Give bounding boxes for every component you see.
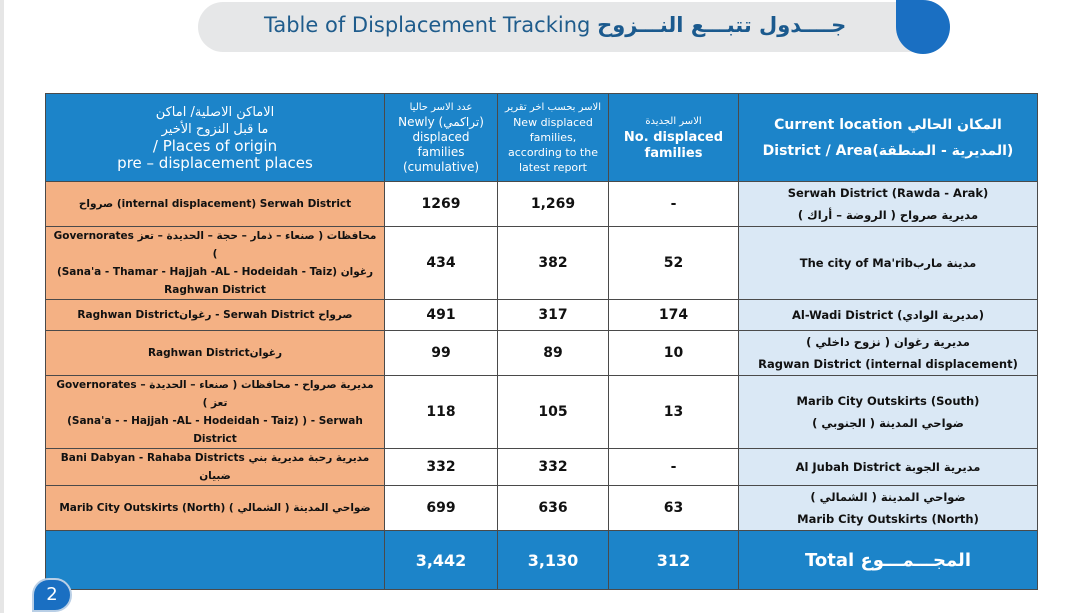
- location-cell: مديرية رغوان ( نزوح داخلي ) Ragwan District (internal displacement): [739, 331, 1038, 376]
- cumulative-cell: 99: [385, 331, 498, 376]
- table-row: [46, 227, 1038, 300]
- new-cell: -: [609, 182, 739, 227]
- cumulative-cell: 491: [385, 300, 498, 331]
- origin-cell: Bani Dabyan - Rahaba Districts مديرية رحبة مديرية بني ضبيان: [46, 449, 385, 486]
- origin-cell: Governorates محافظات ( صنعاء – ذمار – حجة – الحديدة – تعز ) (Sana'a - Thamar - Hajjah -AL - Hodeidah - Taiz) رغوان Raghwan District: [46, 227, 385, 300]
- new-cell: -: [609, 449, 739, 486]
- page-title: [264, 2, 846, 48]
- latest-cell: 636: [498, 486, 609, 531]
- header-places-of-origin: الاماكن الاصلية/ اماكن ما قبل النزوح الأخير / Places of origin pre – displacement places: [46, 94, 385, 182]
- displacement-table: [45, 93, 1038, 590]
- latest-cell: 1,269: [498, 182, 609, 227]
- cumulative-cell: 118: [385, 376, 498, 449]
- total-label-cell: Total المجـــمـــوع: [739, 531, 1038, 590]
- new-cell: 174: [609, 300, 739, 331]
- new-cell: 13: [609, 376, 739, 449]
- latest-cell: 317: [498, 300, 609, 331]
- location-cell: ضواحي المدينة ( الشمالي ) Marib City Outskirts (North): [739, 486, 1038, 531]
- table-row: [46, 449, 1038, 486]
- header-new-displaced-families: الاسر الجديدة No. displaced families: [609, 94, 739, 182]
- total-new-cell: 312: [609, 531, 739, 590]
- table-row: [46, 486, 1038, 531]
- location-cell: The city of Ma'ribمدينة مارب: [739, 227, 1038, 300]
- cumulative-cell: 699: [385, 486, 498, 531]
- cumulative-cell: 332: [385, 449, 498, 486]
- location-cell: Marib City Outskirts (South) ضواحي المدينة ( الجنوبي ): [739, 376, 1038, 449]
- page-number-badge: 2: [32, 578, 72, 612]
- origin-cell: Raghwan Districtرغوان - Serwah District صرواح: [46, 300, 385, 331]
- origin-cell: صرواح (internal displacement) Serwah District: [46, 182, 385, 227]
- table-row: [46, 331, 1038, 376]
- location-cell: Al Jubah District مديرية الجوبة: [739, 449, 1038, 486]
- latest-cell: 332: [498, 449, 609, 486]
- header-current-location: Current location المكان الحالي District / Area(المديرية - المنطقة): [739, 94, 1038, 182]
- total-cumulative-cell: 3,442: [385, 531, 498, 590]
- origin-cell: Raghwan Districtرغوان: [46, 331, 385, 376]
- origin-cell: Marib City Outskirts (North) ( ضواحي المدينة ( الشمالي: [46, 486, 385, 531]
- latest-cell: 89: [498, 331, 609, 376]
- latest-cell: 105: [498, 376, 609, 449]
- total-origin-cell: [46, 531, 385, 590]
- table-header-row: [46, 94, 1038, 182]
- title-english: Table of Displacement Tracking: [264, 13, 591, 37]
- location-cell: Al-Wadi District (مديرية الوادي): [739, 300, 1038, 331]
- origin-cell: Governorates مديرية صرواح - محافظات ( صنعاء – الحديدة – تعز ) (Sana'a - - Hajjah -AL - Hodeidah - Taiz) ) - Serwah District: [46, 376, 385, 449]
- new-cell: 52: [609, 227, 739, 300]
- left-edge-line: [0, 0, 4, 613]
- location-cell: Serwah District (Rawda - Arak) مديرية صرواح ( الروضة – أراك ): [739, 182, 1038, 227]
- table-row: [46, 300, 1038, 331]
- title-arabic: جــــدول تتبـــع النـــزوح: [597, 13, 847, 37]
- cumulative-cell: 434: [385, 227, 498, 300]
- cumulative-cell: 1269: [385, 182, 498, 227]
- title-decoration-shape: [896, 0, 950, 54]
- new-cell: 10: [609, 331, 739, 376]
- total-latest-cell: 3,130: [498, 531, 609, 590]
- header-cumulative-families: عدد الاسر حاليا Newly (تراكمي) displaced families (cumulative): [385, 94, 498, 182]
- table-row: [46, 376, 1038, 449]
- latest-cell: 382: [498, 227, 609, 300]
- table-row: [46, 182, 1038, 227]
- header-latest-report-families: الاسر بحسب اخر تقرير New displaced families, according to the latest report: [498, 94, 609, 182]
- new-cell: 63: [609, 486, 739, 531]
- table-total-row: [46, 531, 1038, 590]
